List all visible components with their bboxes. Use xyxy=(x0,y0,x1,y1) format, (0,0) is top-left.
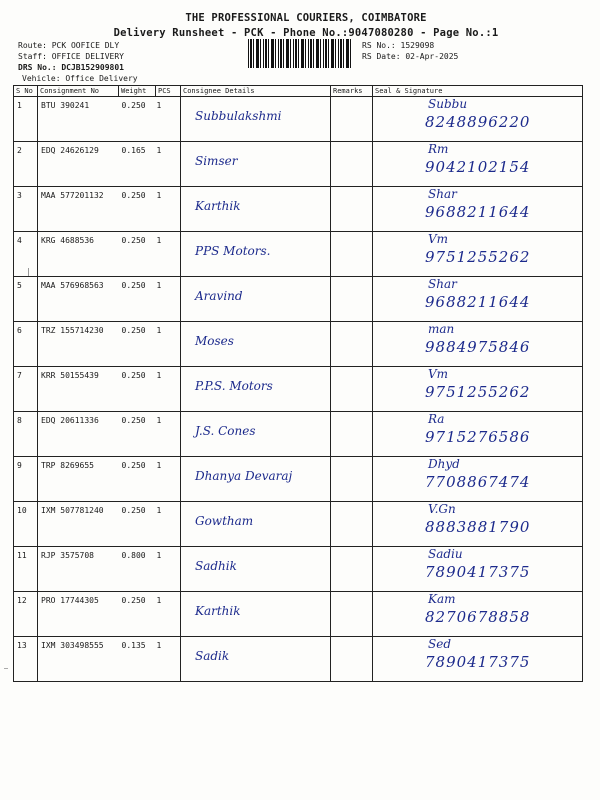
table-row xyxy=(14,97,583,142)
row-weight: 0.800 xyxy=(119,547,156,592)
row-consignment-no: BTU 390241 xyxy=(38,97,119,142)
handwritten-phone: 7890417375 xyxy=(425,563,531,581)
row-pcs: 1 xyxy=(156,187,181,232)
row-consignee-cell xyxy=(181,367,331,412)
barcode xyxy=(248,39,352,68)
consignee-handwritten-name: Aravind xyxy=(195,289,243,303)
handwritten-phone: 9688211644 xyxy=(425,293,531,311)
row-consignment-no: MAA 577201132 xyxy=(38,187,119,232)
col-consignee: Consignee Details xyxy=(181,86,331,97)
col-pcs: PCS xyxy=(156,86,181,97)
row-seal-signature-cell xyxy=(373,592,583,637)
table-row xyxy=(14,142,583,187)
consignee-handwritten-name: PPS Motors. xyxy=(195,244,271,258)
row-remarks xyxy=(331,187,373,232)
row-seal-signature-cell xyxy=(373,502,583,547)
row-consignee-cell xyxy=(181,592,331,637)
row-sno: 1 xyxy=(14,97,38,142)
table-row xyxy=(14,232,583,277)
handwritten-signature: Ra xyxy=(428,412,445,426)
drs-number: DRS No.: DCJB152909801 xyxy=(18,63,124,72)
handwritten-signature: Kam xyxy=(428,592,456,606)
row-sno: 6 xyxy=(14,322,38,367)
handwritten-signature: Subbu xyxy=(428,97,468,111)
consignee-handwritten-name: P.P.S. Motors xyxy=(195,379,273,393)
col-seal-signature: Seal & Signature xyxy=(373,86,583,97)
company-title: THE PROFESSIONAL COURIERS, COIMBATORE xyxy=(185,12,427,24)
consignee-handwritten-name: Simser xyxy=(195,154,238,168)
handwritten-phone: 9715276586 xyxy=(425,428,531,446)
row-consignee-cell xyxy=(181,457,331,502)
row-pcs: 1 xyxy=(156,502,181,547)
handwritten-signature: Dhyd xyxy=(428,457,460,471)
row-remarks xyxy=(331,457,373,502)
row-consignee-cell xyxy=(181,547,331,592)
row-weight: 0.250 xyxy=(119,322,156,367)
table-row xyxy=(14,457,583,502)
table-row xyxy=(14,547,583,592)
row-weight: 0.250 xyxy=(119,412,156,457)
handwritten-signature: Sed xyxy=(428,637,452,651)
table-row xyxy=(14,322,583,367)
row-pcs: 1 xyxy=(156,322,181,367)
row-consignment-no: RJP 3575708 xyxy=(38,547,119,592)
table-row xyxy=(14,592,583,637)
row-seal-signature-cell xyxy=(373,142,583,187)
rs-date: RS Date: 02-Apr-2025 xyxy=(362,52,459,61)
row-remarks xyxy=(331,277,373,322)
handwritten-phone: 8270678858 xyxy=(425,608,531,626)
row-consignment-no: KRG 4688536 xyxy=(38,232,119,277)
row-consignment-no: IXM 303498555 xyxy=(38,637,119,682)
row-consignee-cell xyxy=(181,187,331,232)
row-seal-signature-cell xyxy=(373,547,583,592)
row-weight: 0.165 xyxy=(119,142,156,187)
handwritten-phone: 9884975846 xyxy=(425,338,531,356)
row-seal-signature-cell xyxy=(373,232,583,277)
table-row xyxy=(14,637,583,682)
consignee-handwritten-name: Moses xyxy=(195,334,234,348)
row-consignment-no: EDQ 24626129 xyxy=(38,142,119,187)
row-consignee-cell xyxy=(181,412,331,457)
handwritten-signature: Sadiu xyxy=(428,547,463,561)
row-seal-signature-cell xyxy=(373,277,583,322)
rs-number: RS No.: 1529098 xyxy=(362,41,435,50)
row-seal-signature-cell xyxy=(373,322,583,367)
row-pcs: 1 xyxy=(156,367,181,412)
row-sno: 9 xyxy=(14,457,38,502)
row-remarks xyxy=(331,412,373,457)
table-row xyxy=(14,412,583,457)
row-pcs: 1 xyxy=(156,592,181,637)
row-weight: 0.250 xyxy=(119,97,156,142)
scan-mark xyxy=(4,668,8,669)
consignee-handwritten-name: Sadhik xyxy=(195,559,237,573)
row-consignment-no: MAA 576968563 xyxy=(38,277,119,322)
row-pcs: 1 xyxy=(156,547,181,592)
row-consignment-no: PRO 17744305 xyxy=(38,592,119,637)
consignee-handwritten-name: Karthik xyxy=(195,604,241,618)
row-sno: 13 xyxy=(14,637,38,682)
handwritten-phone: 9751255262 xyxy=(425,383,531,401)
row-remarks xyxy=(331,367,373,412)
runsheet-subtitle: Delivery Runsheet - PCK - Phone No.:9047080280 - Page No.:1 xyxy=(113,27,499,39)
delivery-table xyxy=(13,85,582,682)
row-consignee-cell xyxy=(181,322,331,367)
row-weight: 0.135 xyxy=(119,637,156,682)
row-remarks xyxy=(331,547,373,592)
col-remarks: Remarks xyxy=(331,86,373,97)
row-remarks xyxy=(331,637,373,682)
row-sno: 5 xyxy=(14,277,38,322)
row-sno: 10 xyxy=(14,502,38,547)
consignee-handwritten-name: Gowtham xyxy=(195,514,254,528)
row-pcs: 1 xyxy=(156,142,181,187)
row-pcs: 1 xyxy=(156,277,181,322)
row-consignment-no: TRP 8269655 xyxy=(38,457,119,502)
row-consignee-cell xyxy=(181,142,331,187)
handwritten-phone: 8248896220 xyxy=(425,113,531,131)
row-pcs: 1 xyxy=(156,232,181,277)
handwritten-signature: Rm xyxy=(428,142,449,156)
row-seal-signature-cell xyxy=(373,412,583,457)
col-consignment: Consignment No xyxy=(38,86,119,97)
handwritten-phone: 9688211644 xyxy=(425,203,531,221)
consignee-handwritten-name: Subbulakshmi xyxy=(195,109,282,123)
row-pcs: 1 xyxy=(156,412,181,457)
row-remarks xyxy=(331,592,373,637)
row-consignment-no: KRR 50155439 xyxy=(38,367,119,412)
table-row xyxy=(14,502,583,547)
consignee-handwritten-name: J.S. Cones xyxy=(195,424,256,438)
handwritten-phone: 9751255262 xyxy=(425,248,531,266)
consignee-handwritten-name: Sadik xyxy=(195,649,230,663)
consignee-handwritten-name: Karthik xyxy=(195,199,241,213)
row-weight: 0.250 xyxy=(119,502,156,547)
row-consignment-no: TRZ 155714230 xyxy=(38,322,119,367)
route-label: Route: PCK OOFICE DLY xyxy=(18,41,120,50)
consignee-handwritten-name: Dhanya Devaraj xyxy=(195,469,293,483)
table-row xyxy=(14,277,583,322)
row-pcs: 1 xyxy=(156,97,181,142)
row-remarks xyxy=(331,97,373,142)
row-sno: 3 xyxy=(14,187,38,232)
row-sno: 11 xyxy=(14,547,38,592)
row-remarks xyxy=(331,142,373,187)
table-header-row xyxy=(14,86,583,97)
handwritten-phone: 7708867474 xyxy=(425,473,531,491)
handwritten-signature: Shar xyxy=(428,277,457,291)
table-row xyxy=(14,187,583,232)
row-consignment-no: IXM 507781240 xyxy=(38,502,119,547)
row-seal-signature-cell xyxy=(373,457,583,502)
row-consignee-cell xyxy=(181,232,331,277)
row-remarks xyxy=(331,502,373,547)
col-sno: S No xyxy=(14,86,38,97)
row-seal-signature-cell xyxy=(373,637,583,682)
row-weight: 0.250 xyxy=(119,277,156,322)
handwritten-signature: Shar xyxy=(428,187,457,201)
handwritten-phone: 9042102154 xyxy=(425,158,531,176)
row-consignee-cell xyxy=(181,502,331,547)
row-consignee-cell xyxy=(181,637,331,682)
handwritten-signature: V.Gn xyxy=(428,502,456,516)
row-remarks xyxy=(331,322,373,367)
handwritten-signature: man xyxy=(428,322,455,336)
col-weight: Weight xyxy=(119,86,156,97)
row-sno: 12 xyxy=(14,592,38,637)
row-weight: 0.250 xyxy=(119,187,156,232)
handwritten-signature: Vm xyxy=(428,232,449,246)
handwritten-signature: Vm xyxy=(428,367,449,381)
row-weight: 0.250 xyxy=(119,592,156,637)
row-sno: 4 xyxy=(14,232,38,277)
row-seal-signature-cell xyxy=(373,97,583,142)
row-pcs: 1 xyxy=(156,637,181,682)
row-seal-signature-cell xyxy=(373,187,583,232)
row-sno: 8 xyxy=(14,412,38,457)
row-weight: 0.250 xyxy=(119,457,156,502)
row-weight: 0.250 xyxy=(119,367,156,412)
row-pcs: 1 xyxy=(156,457,181,502)
scan-mark xyxy=(28,268,35,276)
row-seal-signature-cell xyxy=(373,367,583,412)
vehicle-label: Vehicle: Office Delivery xyxy=(22,74,138,83)
row-weight: 0.250 xyxy=(119,232,156,277)
row-remarks xyxy=(331,232,373,277)
row-sno: 2 xyxy=(14,142,38,187)
handwritten-phone: 8883881790 xyxy=(425,518,531,536)
row-consignee-cell xyxy=(181,97,331,142)
staff-label: Staff: OFFICE DELIVERY xyxy=(18,52,124,61)
row-consignment-no: EDQ 20611336 xyxy=(38,412,119,457)
table-row xyxy=(14,367,583,412)
row-consignee-cell xyxy=(181,277,331,322)
row-sno: 7 xyxy=(14,367,38,412)
handwritten-phone: 7890417375 xyxy=(425,653,531,671)
